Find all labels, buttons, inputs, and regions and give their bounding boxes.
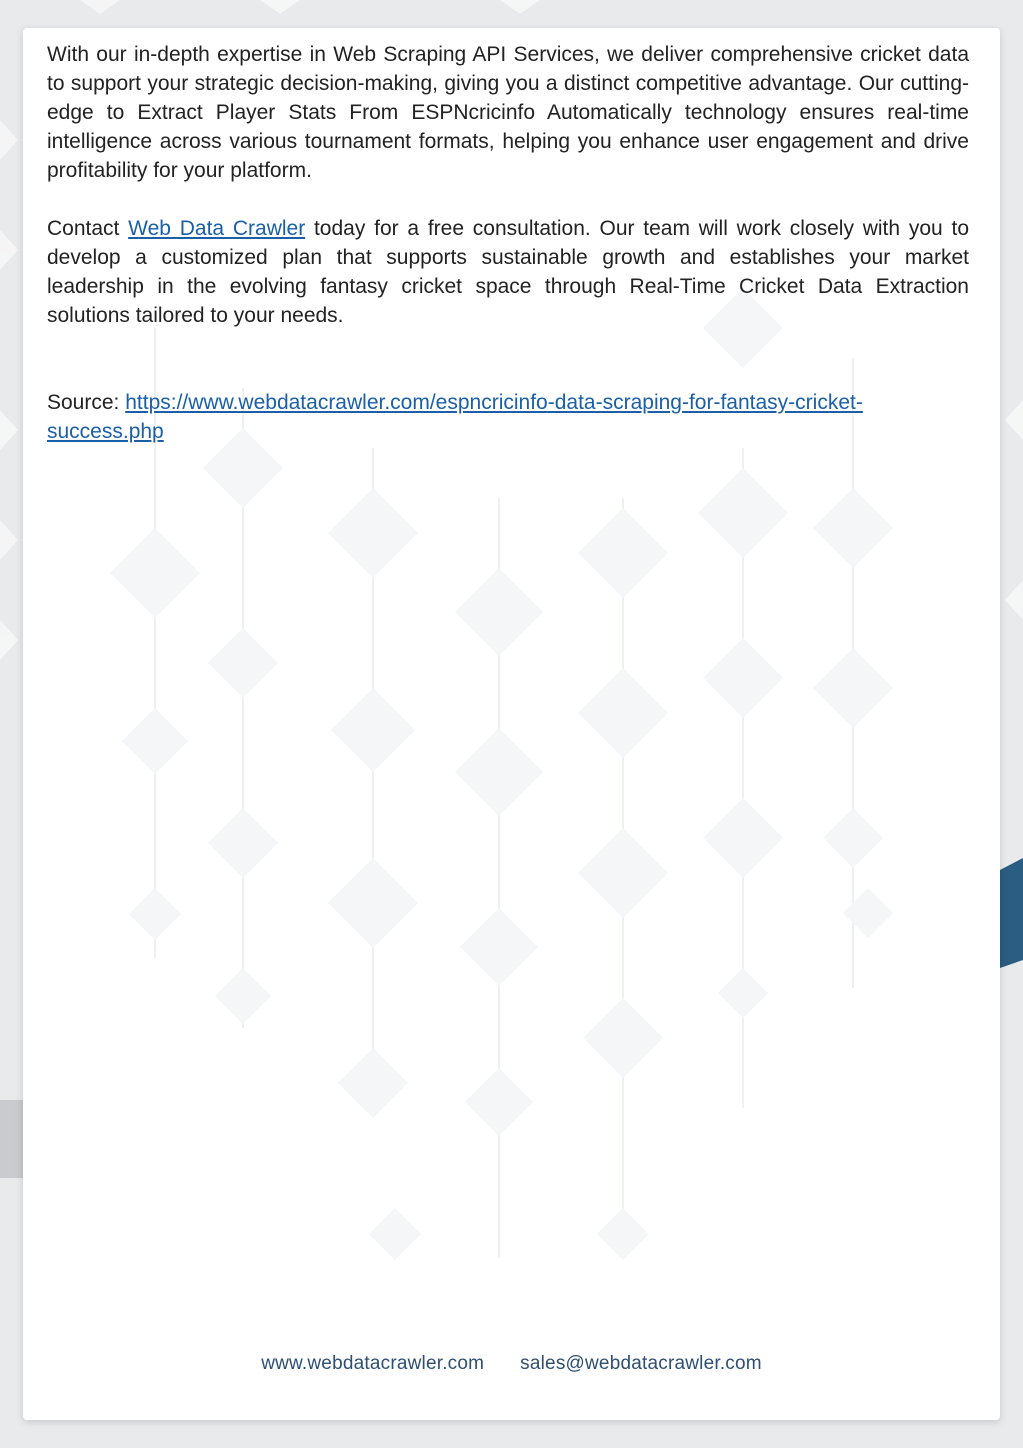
- source-url-link[interactable]: https://www.webdatacrawler.com/espncricinfo-data-scraping-for-fantasy-cricket-success.php: [47, 391, 863, 443]
- footer-email[interactable]: sales@webdatacrawler.com: [520, 1353, 762, 1374]
- page-footer: [0, 1353, 1023, 1375]
- source-line: [47, 388, 969, 446]
- paragraph-expertise: With our in-depth expertise in Web Scraping API Services, we deliver comprehensive cricket data to support your strategic decision-making, giving you a distinct competitive advantage. Our cutting-edge to Extract Player Stats From ESPNcricinfo Automatically technology ensures real-time intelligence across various tournament formats, helping you enhance user engagement and drive profitability for your platform.: [47, 43, 969, 182]
- contact-suffix: today for a free consultation. Our team will work closely with you to develop a customized plan that supports sustainable growth and establishes your market leadership in the evolving fantasy cricket space through Real-Time Cricket Data Extraction solutions tailored to your needs.: [47, 217, 969, 327]
- article-body: [47, 40, 969, 475]
- corner-shadow-shape: [0, 1100, 23, 1178]
- source-label: Source:: [47, 391, 126, 414]
- corner-accent-shape: [1000, 858, 1023, 968]
- document-page: [23, 28, 1000, 1420]
- contact-prefix: Contact: [47, 217, 129, 240]
- footer-website[interactable]: www.webdatacrawler.com: [261, 1353, 485, 1374]
- paragraph-contact: [47, 214, 969, 330]
- web-data-crawler-link[interactable]: Web Data Crawler: [128, 217, 306, 240]
